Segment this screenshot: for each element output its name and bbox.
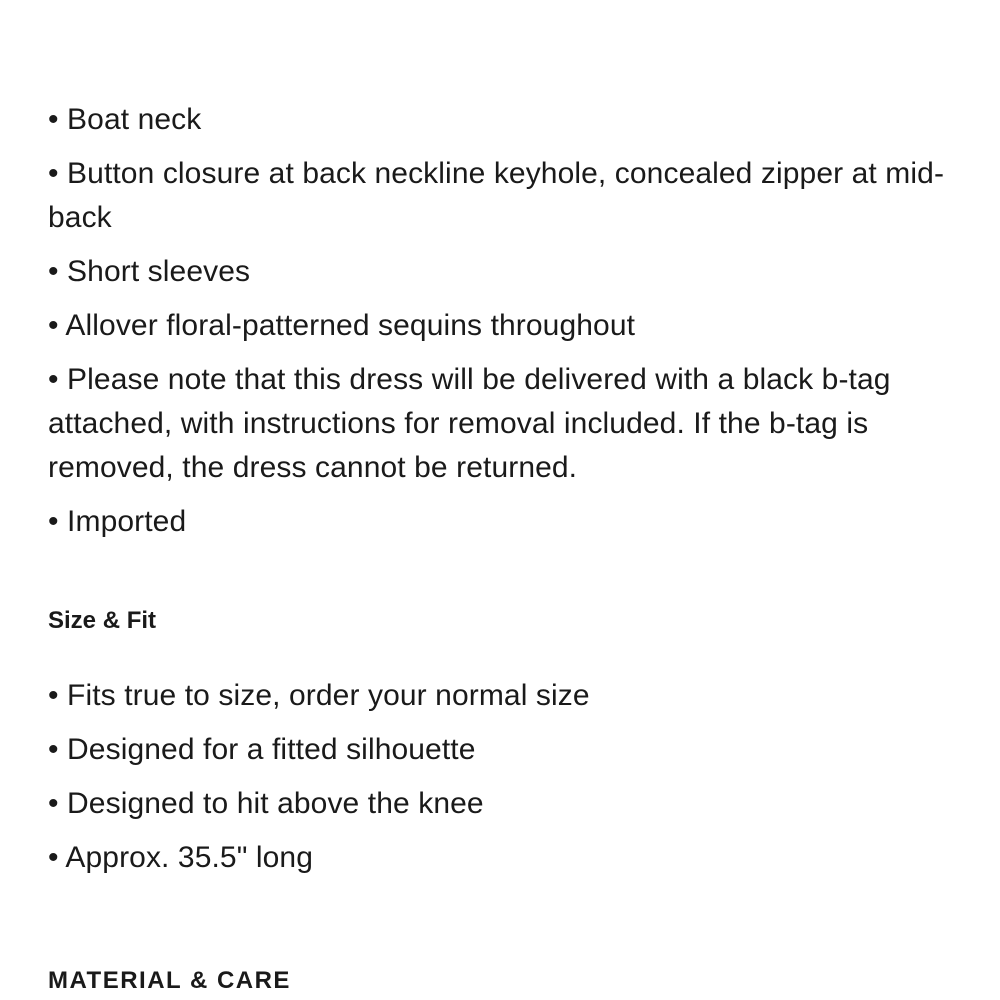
product-description	[48, 98, 958, 996]
bullet: •	[48, 309, 59, 342]
bullet: •	[48, 103, 59, 136]
list-item	[48, 152, 958, 240]
material-care-heading: MATERIAL & CARE	[48, 967, 291, 994]
bullet: •	[48, 733, 59, 766]
bullet: •	[48, 841, 59, 874]
bullet: •	[48, 157, 59, 190]
list-item	[48, 250, 958, 294]
bullet: •	[48, 679, 59, 712]
list-item-text: Approx. 35.5" long	[65, 841, 314, 874]
list-item-text: Short sleeves	[67, 255, 251, 288]
list-item	[48, 674, 958, 718]
list-item-text: Imported	[67, 505, 187, 538]
list-item-text: Please note that this dress will be delivered with a black b-tag attached, with instructions for removal included. If the b-tag is removed, the dress cannot be returned.	[48, 363, 891, 484]
list-item-text: Fits true to size, order your normal size	[67, 679, 590, 712]
bullet: •	[48, 787, 59, 820]
list-item	[48, 98, 958, 142]
size-fit-list	[48, 674, 958, 880]
list-item	[48, 304, 958, 348]
list-item	[48, 358, 958, 490]
list-item	[48, 782, 958, 826]
list-item-text: Designed to hit above the knee	[67, 787, 484, 820]
list-item	[48, 500, 958, 544]
bullet: •	[48, 363, 59, 396]
size-fit-heading: Size & Fit	[48, 607, 157, 634]
bullet: •	[48, 505, 59, 538]
list-item-text: Button closure at back neckline keyhole, concealed zipper at mid-back	[48, 157, 945, 234]
list-item	[48, 728, 958, 772]
list-item-text: Allover floral-patterned sequins throughout	[65, 309, 636, 342]
bullet: •	[48, 255, 59, 288]
list-item	[48, 836, 958, 880]
details-list	[48, 98, 958, 544]
list-item-text: Designed for a fitted silhouette	[67, 733, 476, 766]
list-item-text: Boat neck	[67, 103, 202, 136]
